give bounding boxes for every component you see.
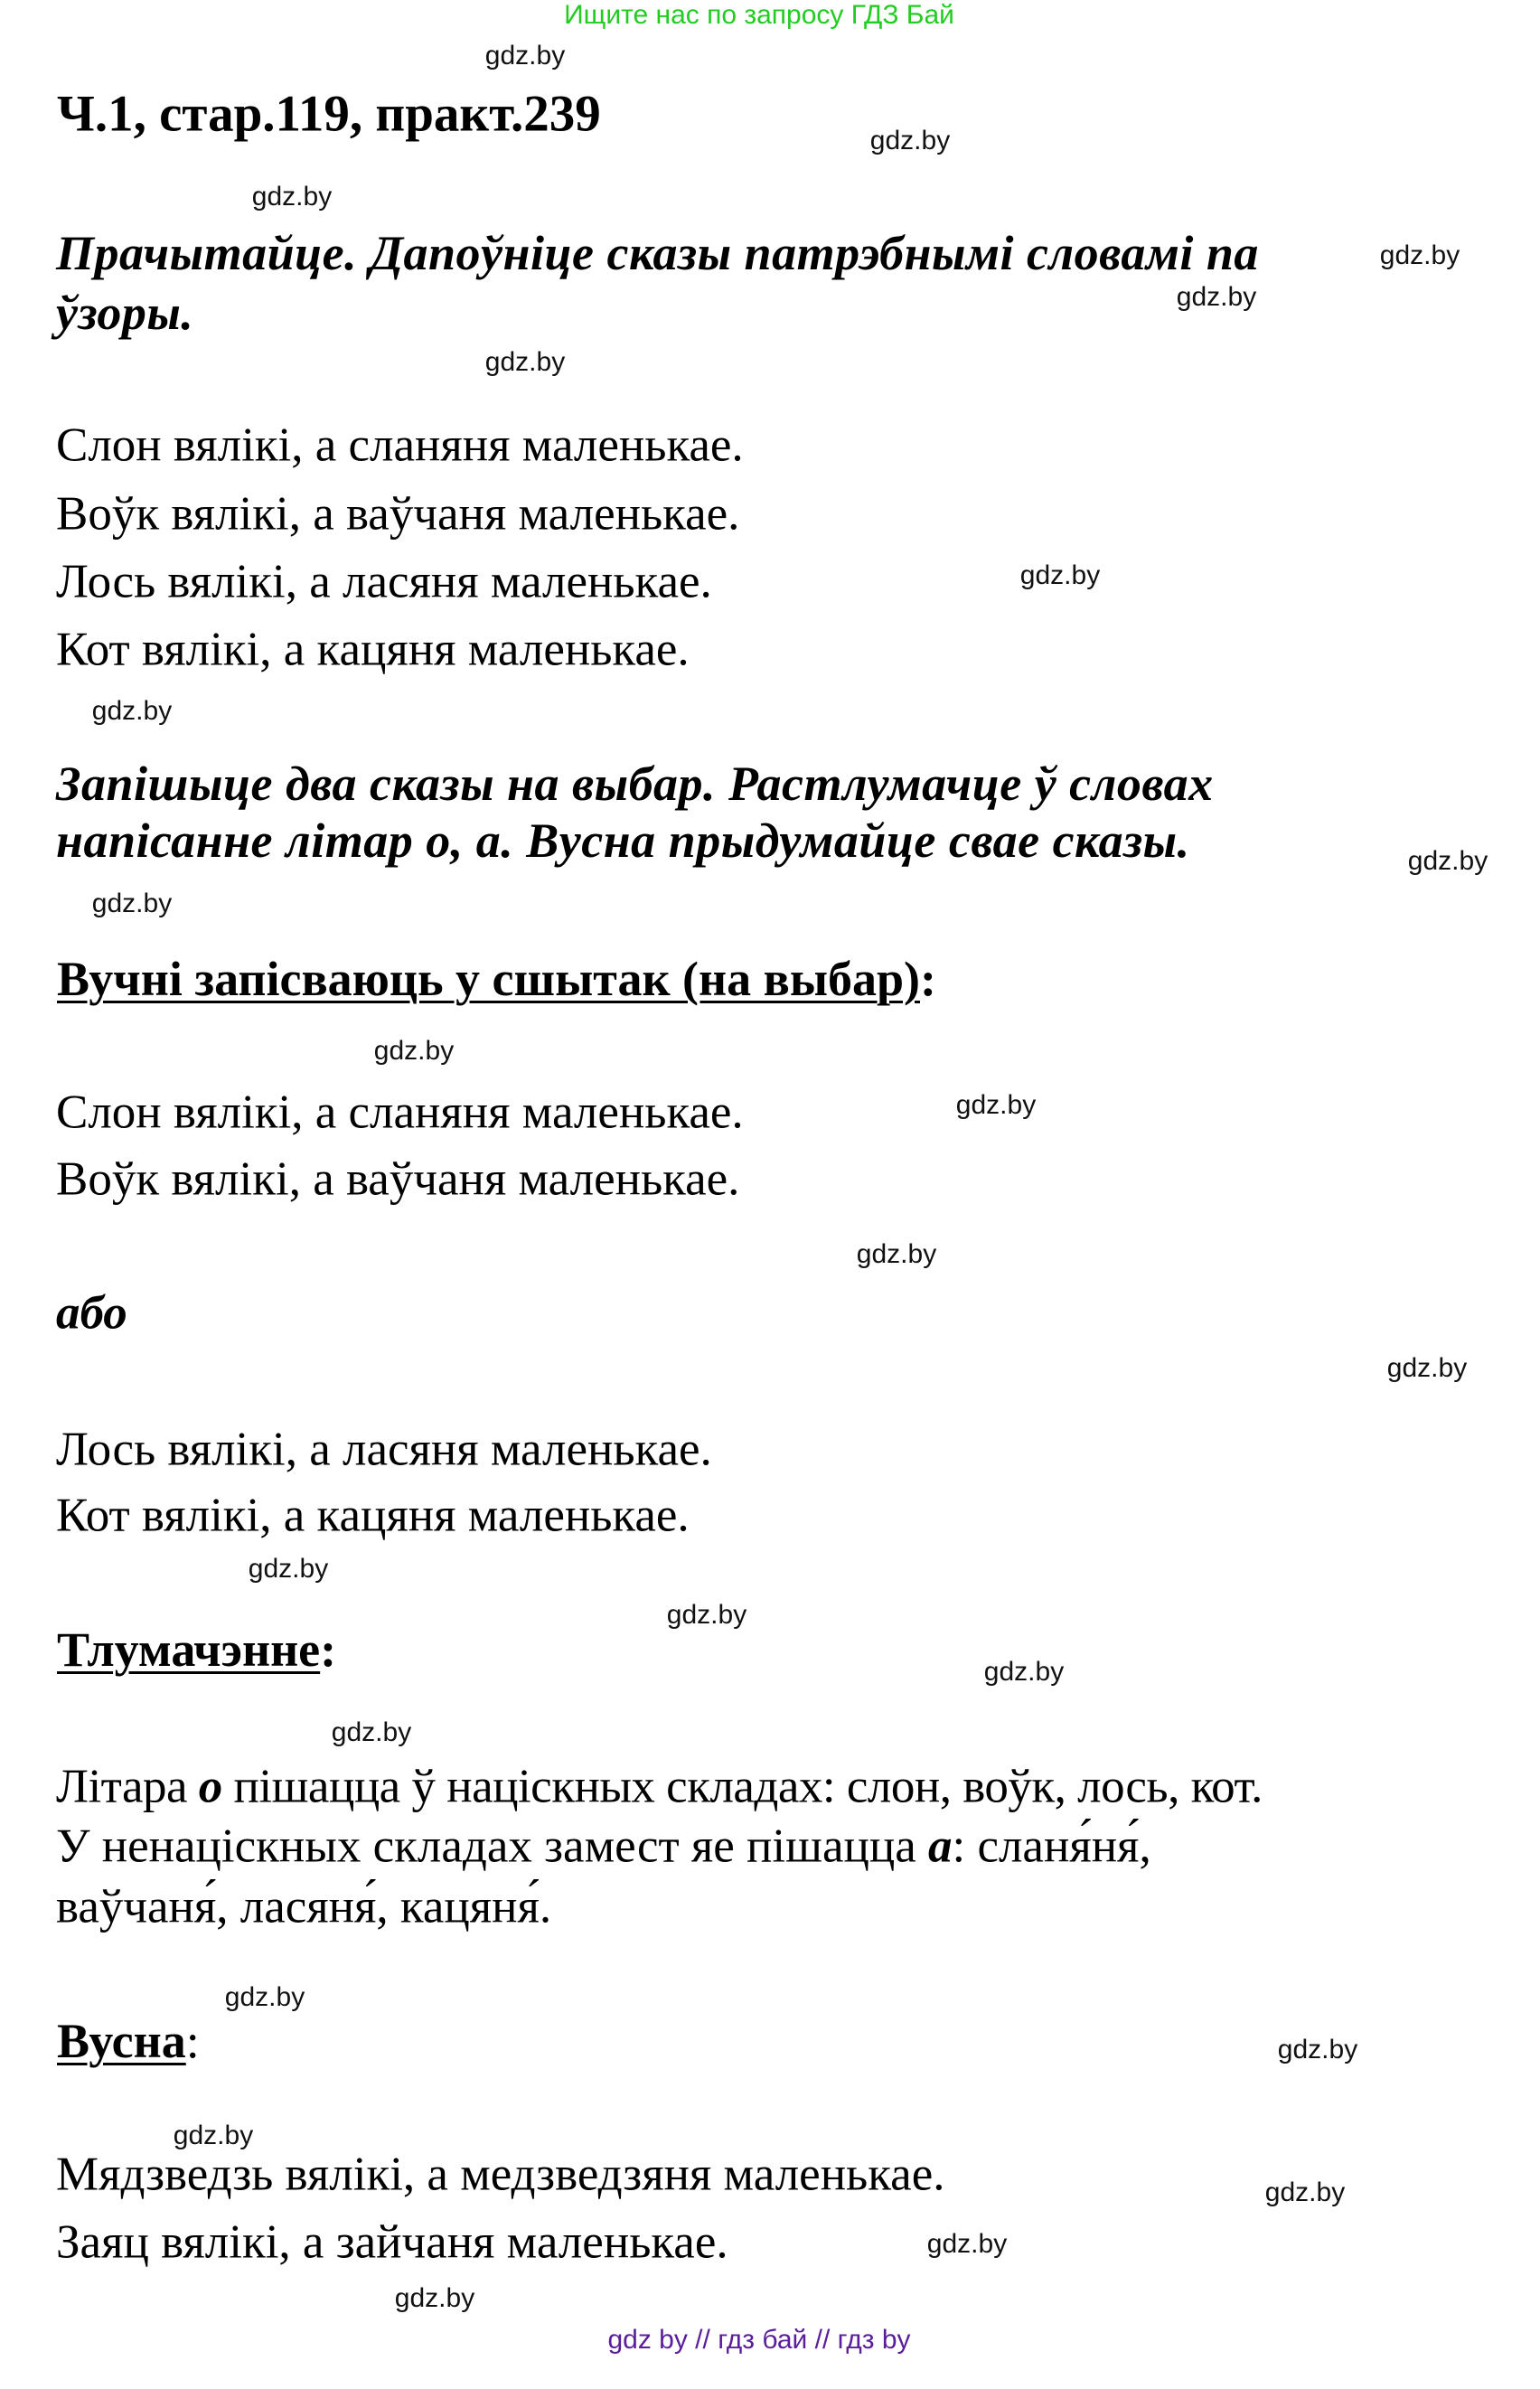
watermark: gdz.by: [1386, 1353, 1468, 1383]
watermark: gdz.by: [869, 126, 951, 155]
search-banner: Ищите нас по запросу ГДЗ Бай: [564, 0, 954, 30]
sentence: Лось вялікі, а ласяня маленькае.: [56, 1423, 712, 1476]
watermark: gdz.by: [91, 889, 173, 918]
sentence: Кот вялікі, а кацяня маленькае.: [56, 1489, 690, 1542]
watermark: gdz.by: [983, 1657, 1065, 1687]
section-heading-written: [57, 952, 936, 1006]
explanation-line: ваўчаня́, ласяня́, кацяня́.: [56, 1880, 552, 1933]
watermark: gdz.by: [1379, 240, 1460, 270]
heading-text: Вусна: [57, 2014, 186, 2068]
heading-colon: :: [185, 2014, 200, 2068]
watermark: gdz.by: [666, 1600, 747, 1630]
page-title: Ч.1, стар.119, практ.239: [57, 85, 601, 143]
watermark: gdz.by: [1019, 560, 1101, 590]
watermark: gdz.by: [251, 182, 333, 212]
or-label: або: [56, 1286, 127, 1340]
text: У ненаціскных складах замест яе пішацца: [56, 1820, 928, 1873]
sentence: Слон вялікі, а сланяня маленькае.: [56, 419, 744, 472]
explanation-line: [56, 1760, 1263, 1813]
watermark: gdz.by: [484, 347, 566, 377]
heading-colon: :: [320, 1622, 337, 1677]
sentence: Мядзведзь вялікі, а медзведзяня маленькае.: [56, 2148, 945, 2201]
section-heading-oral: [57, 2014, 200, 2068]
watermark: gdz.by: [1176, 282, 1257, 312]
watermark: gdz.by: [91, 696, 173, 726]
explanation-line: [56, 1820, 1151, 1873]
watermark: gdz.by: [224, 1982, 305, 2012]
sentence: Воўк вялікі, а ваўчаня маленькае.: [56, 487, 740, 541]
watermark: gdz.by: [331, 1717, 412, 1747]
watermark: gdz.by: [1407, 846, 1488, 876]
watermark: gdz.by: [1264, 2177, 1346, 2207]
watermark: gdz.by: [856, 1239, 937, 1269]
watermark: gdz.by: [248, 1554, 329, 1584]
watermark: gdz.by: [173, 2121, 254, 2150]
task-instruction-line: Запішыце два сказы на выбар. Растлумачце ў словах: [56, 757, 1214, 811]
sentence: Лось вялікі, а ласяня маленькае.: [56, 555, 712, 608]
letter-a: а: [927, 1820, 953, 1873]
task-instruction-line: Прачытайце. Дапоўніце сказы патрэбнымі словамі па: [56, 226, 1259, 280]
watermark: gdz.by: [373, 1036, 455, 1066]
watermark: gdz.by: [484, 41, 566, 71]
sentence: Кот вялікі, а кацяня маленькае.: [56, 623, 690, 676]
footer-links[interactable]: gdz by // гдз бай // гдз by: [607, 2325, 911, 2355]
sentence: Воўк вялікі, а ваўчаня маленькае.: [56, 1152, 740, 1206]
watermark: gdz.by: [926, 2229, 1008, 2259]
text: : сланя́ня́,: [952, 1820, 1151, 1873]
watermark: gdz.by: [955, 1090, 1037, 1120]
text: пішацца ў націскных складах: слон, воўк, лось, кот.: [221, 1760, 1263, 1813]
watermark: gdz.by: [1277, 2035, 1358, 2065]
task-instruction-line: ўзоры.: [56, 286, 194, 340]
sentence: Заяц вялікі, а зайчаня маленькае.: [56, 2215, 728, 2269]
watermark: gdz.by: [394, 2283, 475, 2313]
heading-text: Тлумачэнне: [57, 1622, 321, 1677]
task-instruction-line: напісанне літар о, а. Вусна прыдумайце свае сказы.: [56, 814, 1190, 868]
section-heading-explanation: [57, 1622, 337, 1677]
sentence: Слон вялікі, а сланяня маленькае.: [56, 1086, 744, 1139]
heading-colon: :: [920, 952, 936, 1006]
text: Літара: [56, 1760, 199, 1813]
letter-o: о: [198, 1760, 222, 1813]
heading-text: Вучні запісваюць у сшытак (на выбар): [57, 952, 920, 1006]
